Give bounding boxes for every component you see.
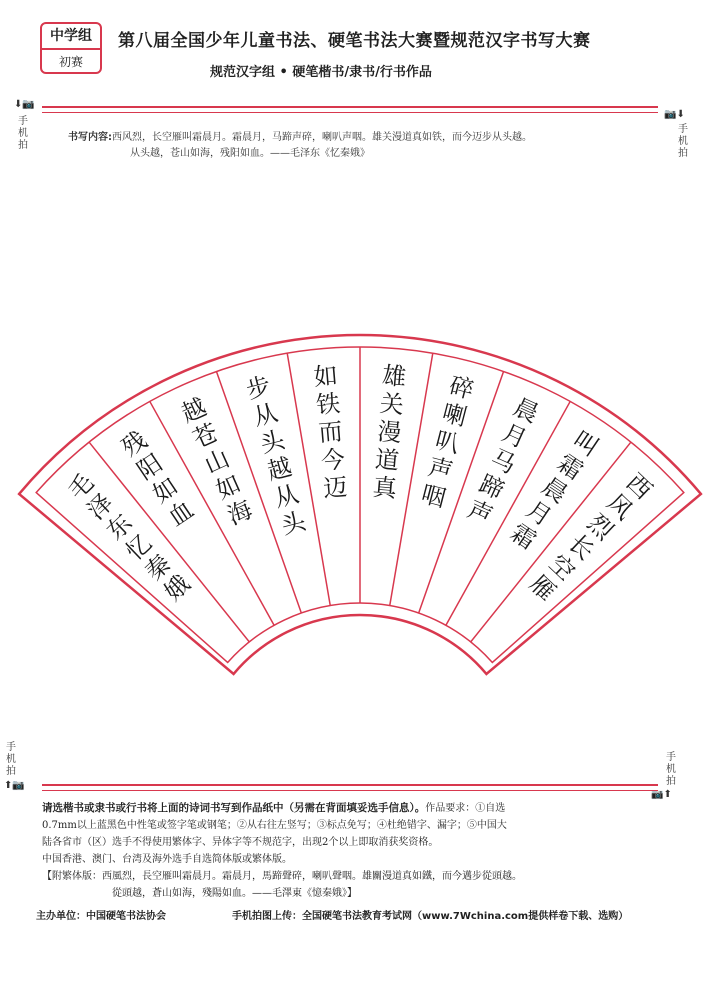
traditional-version-1: 【附繁体版：西風烈，長空雁叫霜晨月。霜晨月，馬蹄聲碎，喇叭聲咽。雄關漫道真如鐵，而今邁步從頭越。 xyxy=(42,871,522,882)
content-label: 书写内容: xyxy=(68,132,112,143)
fan-character: 而 xyxy=(317,417,344,448)
page-subtitle: 规范汉字组 • 硬笔楷书/隶书/行书作品 xyxy=(210,65,432,80)
requirements-rules-2: 0.7mm以上蓝黑色中性笔或签字笔或钢笔；②从右往左竖写；③标点免写；④杜绝错字、漏字；⑤中国大 xyxy=(42,820,507,831)
fan-character: 步 xyxy=(243,371,274,405)
fan-character: 风 xyxy=(601,488,639,526)
fan-shape xyxy=(19,335,701,674)
content-line-1: 西风烈，长空雁叫霜晨月。霜晨月，马蹄声碎，喇叭声咽。雄关漫道真如铁，而今迈步从头越。 xyxy=(112,132,532,143)
fan-character: 晨 xyxy=(509,392,543,429)
fan-character: 月 xyxy=(521,495,557,532)
fan-character: 苍 xyxy=(188,418,223,454)
organizer: 主办单位：中国硬笔书法协会 xyxy=(36,911,166,922)
fan-character: 如 xyxy=(211,469,246,505)
requirements-rules-3: 陆各省市（区）选手不得使用繁体字、异体字等不规范字，出现2个以上即取消获奖资格。 xyxy=(42,837,439,848)
fan-character: 头 xyxy=(278,506,309,541)
requirements-block xyxy=(42,800,662,902)
requirements-lead: 请选楷书或隶书或行书将上面的诗词书写到作品纸中（另需在背面填妥选手信息）。 xyxy=(42,802,426,814)
fan-character: 真 xyxy=(371,473,398,504)
fan-character: 碎 xyxy=(446,371,477,405)
fan-character: 晨 xyxy=(536,471,573,509)
fan-character: 海 xyxy=(223,495,257,531)
fan-column xyxy=(372,361,408,503)
fan-character: 头 xyxy=(257,425,288,459)
fan-character: 漫 xyxy=(376,417,403,448)
fan-character: 从 xyxy=(271,479,302,513)
camera-icon: ⬇📷 xyxy=(14,99,35,110)
fan-character: 如 xyxy=(312,361,339,392)
fan-character: 雄 xyxy=(381,361,408,392)
traditional-version-2: 從頭越，蒼山如海，殘陽如血。——毛澤東《憶秦娥》】 xyxy=(112,888,357,899)
fan-character: 霜 xyxy=(505,518,542,556)
fan-character: 空 xyxy=(543,549,581,587)
fan-character: 娥 xyxy=(159,569,196,607)
fan-character: 马 xyxy=(486,443,520,480)
fan-character: 东 xyxy=(101,508,138,546)
fan-character: 血 xyxy=(163,495,199,532)
side-label-top-left: 手 机 拍 xyxy=(18,116,28,151)
badge-round: 初赛 xyxy=(58,55,83,69)
fan-character: 山 xyxy=(200,443,234,480)
content-line-2: 从头越，苍山如海，残阳如血。——毛泽东《忆秦娥》 xyxy=(130,148,370,159)
fan-character: 霜 xyxy=(552,448,588,486)
fan-character: 声 xyxy=(463,495,497,531)
badge-level: 中学组 xyxy=(42,24,100,50)
fan-column xyxy=(116,425,198,531)
requirements-rules-1: 作品要求：①自选 xyxy=(425,803,506,814)
fan-character: 今 xyxy=(319,445,347,476)
fan-character: 越 xyxy=(177,392,211,429)
fan-character: 道 xyxy=(373,445,401,476)
side-label-bottom-left: 手 机 拍 xyxy=(6,742,16,777)
fan-character: 迈 xyxy=(322,473,349,504)
camera-icon: 📷⬆ xyxy=(651,789,672,800)
fan-character: 喇 xyxy=(439,398,470,432)
fan-character: 蹄 xyxy=(474,469,509,505)
upload-info: 手机拍图上传：全国硬笔书法教育考试网（www.7Wchina.com提供样卷下载、选购） xyxy=(232,911,629,922)
fan-character: 毛 xyxy=(62,468,100,505)
fan-character: 月 xyxy=(497,418,532,454)
fan-character: 叭 xyxy=(432,425,463,459)
fan-character: 声 xyxy=(425,452,456,486)
fan-character: 泽 xyxy=(81,488,119,526)
camera-icon: ⬆📷 xyxy=(4,780,25,791)
fan-character: 关 xyxy=(378,389,405,420)
fan-character: 秦 xyxy=(139,549,177,587)
camera-icon: 📷⬇ xyxy=(664,109,685,120)
fan-character: 烈 xyxy=(582,508,619,546)
fan-character: 咽 xyxy=(418,479,449,513)
requirements-rules-4: 中国香港、澳门、台湾及海外选手自选简体版或繁体版。 xyxy=(42,854,292,865)
side-label-bottom-right: 手 机 拍 xyxy=(666,752,676,787)
fan-character: 叫 xyxy=(568,425,604,463)
fan-character: 忆 xyxy=(120,528,158,566)
fan-character: 阳 xyxy=(132,448,168,486)
fan-character: 如 xyxy=(147,471,184,509)
bottom-divider xyxy=(42,784,658,791)
fan-character: 从 xyxy=(250,398,281,432)
fan-column xyxy=(313,361,349,503)
fan-character: 长 xyxy=(562,528,600,566)
side-label-top-right: 手 机 拍 xyxy=(678,124,688,159)
fan-character: 残 xyxy=(116,425,152,463)
fan-character: 西 xyxy=(620,468,658,505)
fan-column xyxy=(418,371,476,513)
fan-character: 越 xyxy=(264,452,295,486)
page-title: 第八届全国少年儿童书法、硬笔书法大赛暨规范汉字书写大赛 xyxy=(118,31,591,51)
fan-character: 雁 xyxy=(524,569,561,607)
fan-character: 铁 xyxy=(315,389,342,420)
